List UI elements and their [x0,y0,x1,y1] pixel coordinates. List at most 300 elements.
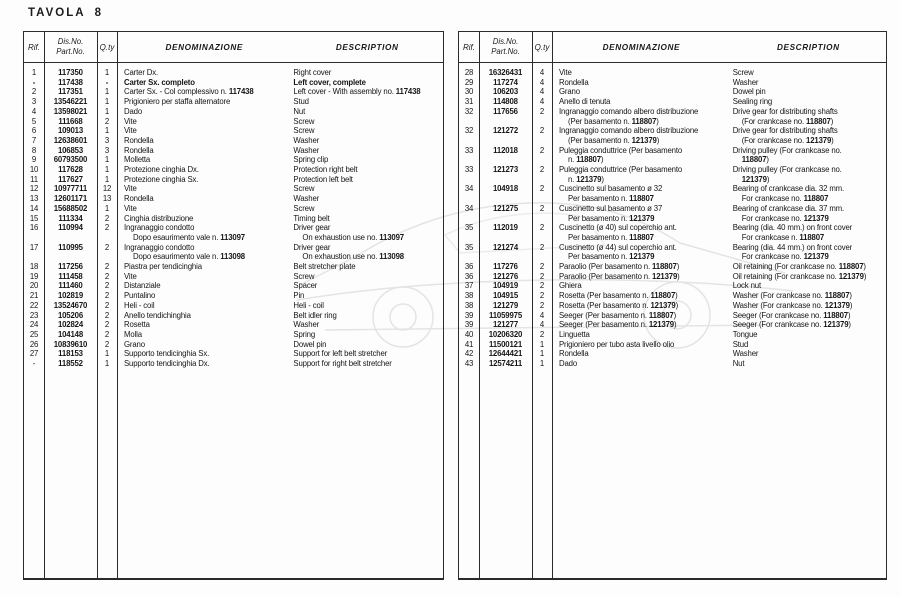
ref-cell [24,359,44,369]
part-number-cell [44,301,97,311]
part-number-cell [44,281,97,291]
ref-cell [24,340,44,350]
text-cell [552,330,886,340]
column-header-qty: Q.ty [534,42,550,52]
text-line: Spring clip [293,155,329,165]
ref-cell [459,320,479,330]
part-number-cell [44,349,97,359]
text-line: 12 [102,184,112,194]
text-line: Nut [293,106,306,116]
text-cell [117,175,443,185]
text-line: 2 [104,213,110,223]
text-cell [117,330,443,340]
ref-cell [24,194,44,204]
ref-cell [24,146,44,156]
denominazione-cell [552,349,731,359]
description-cell [291,165,443,175]
ref-cell [459,146,479,156]
text-line: 12638601 [53,135,88,145]
part-number-cell [44,107,97,117]
text-line: 15688502 [53,203,88,213]
text-line: 14 [29,203,39,213]
part-number-cell [479,204,532,214]
description-cell [291,330,443,340]
text-line: Ingranaggio comando albero distribuzione [559,106,699,116]
text-line: 121273 [492,165,519,175]
text-line: 1 [539,359,545,369]
ref-cell [459,126,479,136]
qty-cell [97,68,117,78]
text-cell [117,87,443,97]
text-cell [117,117,443,127]
description-cell [291,136,443,146]
part-number-cell [479,272,532,282]
text-line: 1 [104,203,110,213]
part-number-cell [44,165,97,175]
text-line: 2 [104,223,110,233]
part-number-cell [44,340,97,350]
denominazione-cell [117,214,291,224]
qty-cell [97,320,117,330]
table-row [459,349,886,359]
text-line: 43 [464,359,474,369]
description-cell [731,146,886,165]
text-line: 4 [31,106,37,116]
table-row [459,281,886,291]
text-line: Washer [732,77,759,87]
text-line: Rosetta (Per basamento n. 118807) [559,291,678,301]
text-line: 35 [464,242,474,252]
denominazione-cell [117,204,291,214]
text-line: Dowel pin [732,87,766,97]
text-line: Lock nut [732,281,761,291]
text-line: Seeger (For crankcase no. 121379) [732,320,851,330]
table-row [24,330,443,340]
denominazione-cell [552,272,731,282]
text-line: Anello di tenuta [559,97,611,107]
text-line: 1 [539,339,545,349]
qty-cell [532,126,552,136]
table-row [459,146,886,165]
text-line: 36 [464,271,474,281]
text-line: For crankcase no. 118807 [741,194,829,204]
text-line: 27 [29,349,39,359]
table-row [24,136,443,146]
text-line: 33 [464,165,474,175]
text-cell [117,68,443,78]
description-cell [731,291,886,301]
part-number-cell [44,117,97,127]
text-line: Washer [293,145,320,155]
text-line: 32 [464,106,474,116]
description-cell [731,311,886,321]
table-row [459,126,886,145]
text-cell [552,126,886,145]
ref-cell [24,262,44,272]
text-line: 31 [464,97,474,107]
text-line: 118807) [741,155,769,165]
denominazione-cell [117,136,291,146]
text-line: Ingranaggio condotto [124,242,195,252]
part-number-cell [44,320,97,330]
text-line: 16326431 [488,68,523,77]
text-line: 111334 [58,213,83,223]
text-line: Stud [293,97,309,107]
text-line: 13 [29,194,39,204]
text-line: Bearing (dia. 44 mm.) on front cover [732,242,853,252]
text-line: Right cover [293,68,332,77]
text-line: 2 [104,242,110,252]
page-title-label: TAVOLA [28,7,86,19]
ref-cell [459,349,479,359]
text-line: Rosetta [124,320,150,330]
ref-cell [459,330,479,340]
text-line: 112019 [493,223,518,233]
text-cell [552,272,886,282]
ref-cell [459,359,479,369]
qty-cell [532,97,552,107]
qty-cell [532,184,552,194]
text-cell [552,107,886,126]
denominazione-cell [117,126,291,136]
table-row [24,320,443,330]
text-line: 112018 [493,145,518,155]
text-line: 11500121 [488,339,523,349]
text-line: 121277 [492,320,519,330]
table-row [24,175,443,185]
text-line: Dado [124,106,143,116]
table-row [459,301,886,311]
column-header-wide [552,32,886,62]
text-line: Support for left belt stretcher [293,349,388,359]
text-line: Supporto tendicinghia Dx. [124,359,210,369]
text-cell [117,243,443,262]
text-line: 39 [464,320,474,330]
text-line: Puntalino [124,291,156,301]
text-line: 36 [464,262,474,272]
text-line: 16 [29,223,39,233]
text-cell [117,301,443,311]
part-number-cell [44,204,97,214]
text-line: Washer [293,320,320,330]
table-row [24,146,443,156]
description-cell [291,117,443,127]
qty-cell [532,68,552,78]
text-line: Left cover, complete [293,77,366,87]
qty-cell [97,87,117,97]
denominazione-cell [117,243,291,262]
part-number-cell [479,97,532,107]
text-line: 2 [104,339,110,349]
text-line: Belt idler ring [293,310,337,320]
qty-cell [532,223,552,233]
ref-cell [24,87,44,97]
text-line: Washer [293,135,320,145]
text-cell [552,243,886,262]
text-line: 4 [539,97,545,107]
part-number-cell [44,330,97,340]
denominazione-cell [117,87,291,97]
text-line: 104919 [492,281,519,291]
qty-cell [532,107,552,117]
text-cell [552,184,886,203]
text-line: 24 [29,320,39,330]
description-cell [291,340,443,350]
part-number-cell [479,320,532,330]
qty-cell [97,301,117,311]
denominazione-cell [552,87,731,97]
ref-cell [24,97,44,107]
text-line: Nut [732,359,745,369]
text-line: 117351 [58,87,83,97]
text-line: 1 [104,87,110,97]
text-line: 110994 [58,223,83,233]
part-number-cell [44,87,97,97]
qty-cell [97,126,117,136]
part-number-cell [44,184,97,194]
denominazione-cell [117,78,291,88]
description-cell [731,320,886,330]
text-line: Screw [732,68,754,77]
table-row [459,340,886,350]
text-line: 4 [539,87,545,97]
text-line: Ingranaggio condotto [124,223,195,233]
part-number-cell [479,146,532,156]
text-line: Tongue [732,329,758,339]
text-line: 7 [31,135,37,145]
text-line: Drive gear for distributing shafts [732,106,838,116]
text-line: 3 [31,97,37,107]
qty-cell [97,136,117,146]
table-row [24,87,443,97]
part-number-cell [479,262,532,272]
table-row [459,320,886,330]
text-cell [552,340,886,350]
text-line: 23 [29,310,39,320]
denominazione-cell [117,340,291,350]
description-cell [291,243,443,262]
text-line: Vite [124,271,137,281]
text-cell [117,262,443,272]
text-line: 2 [104,262,110,272]
text-cell [117,291,443,301]
denominazione-cell [117,311,291,321]
description-cell [291,78,443,88]
description-cell [731,184,886,203]
text-line: 2 [539,300,545,310]
text-line: Ingranaggio comando albero distribuzione [559,126,699,136]
qty-cell [97,165,117,175]
text-line: 2 [104,116,110,126]
ref-cell [24,78,44,88]
qty-cell [532,301,552,311]
column-divider [97,32,98,578]
text-line: 2 [539,271,545,281]
column-header-disno-line1: Dis.No. [57,37,84,46]
part-number-cell [479,68,532,78]
description-cell [291,204,443,214]
parts-table-left [23,31,444,580]
qty-cell [532,311,552,321]
table-row [24,349,443,359]
text-line: Dowel pin [293,339,327,349]
qty-cell [97,78,117,88]
description-cell [291,281,443,291]
qty-cell [97,272,117,282]
text-line: Piastra per tendicinghia [124,262,202,272]
table-row [24,214,443,224]
text-line: 22 [29,300,39,310]
table-row [24,68,443,78]
column-header-denominazione: DENOMINAZIONE [602,42,681,52]
table-row [459,184,886,203]
text-line: Per basamento n. 121379 [568,252,655,262]
text-line: 35 [464,223,474,233]
text-line: Vite [124,116,137,126]
text-line: 12644421 [488,349,523,359]
description-cell [291,214,443,224]
description-cell [291,175,443,185]
text-line: 2 [539,329,545,339]
text-line: Grano [559,87,580,97]
text-line: 105206 [57,310,84,320]
ref-cell [459,291,479,301]
text-line: 104915 [492,291,519,301]
text-line: 121279 [492,300,519,310]
text-line: Puleggia conduttrice (Per basamento [559,165,683,175]
text-line: 2 [104,329,110,339]
text-cell [552,311,886,321]
description-cell [291,223,443,242]
text-line: Distanziale [124,281,161,291]
text-cell [552,68,886,78]
denominazione-cell [552,107,731,126]
text-line: 109013 [57,126,84,136]
denominazione-cell [552,262,731,272]
text-line: 32 [464,126,474,136]
ref-cell [24,243,44,253]
text-line: Carter Dx. [124,68,159,77]
ref-cell [24,184,44,194]
text-line: 1 [31,68,37,77]
description-cell [731,262,886,272]
text-cell [117,155,443,165]
column-header-wide [117,32,443,62]
ref-cell [24,311,44,321]
description-cell [291,359,443,369]
text-line: 11059975 [488,310,523,320]
text-cell [552,349,886,359]
text-cell [117,136,443,146]
table-header [459,32,886,63]
description-cell [731,165,886,184]
table-row [459,204,886,223]
denominazione-cell [552,184,731,203]
text-cell [117,311,443,321]
denominazione-cell [552,78,731,88]
table-row [459,272,886,282]
part-number-cell [479,291,532,301]
text-line: Seeger (Per basamento n. 118807) [559,310,677,320]
description-cell [731,281,886,291]
denominazione-cell [117,262,291,272]
text-line: 41 [464,339,474,349]
text-line: 42 [464,349,474,359]
text-line: Protection right belt [293,165,358,175]
ref-cell [459,223,479,233]
ref-cell [459,301,479,311]
description-cell [731,243,886,262]
table-row [24,97,443,107]
qty-cell [97,340,117,350]
part-number-cell [479,165,532,175]
qty-cell [532,349,552,359]
text-cell [117,146,443,156]
text-line: 29 [464,77,474,87]
text-line: Molla [124,329,142,339]
text-line: Linguetta [559,329,590,339]
text-line: 117256 [58,262,83,272]
ref-cell [459,184,479,194]
qty-cell [97,204,117,214]
text-line: Prigioniero per staffa alternatore [124,97,231,107]
text-line: 2 [539,145,545,155]
text-line: 3 [104,135,110,145]
qty-cell [97,214,117,224]
text-line: Spring [293,329,316,339]
table-row [24,281,443,291]
text-line: Ghiera [559,281,582,291]
text-line: 13524670 [53,300,88,310]
qty-cell [97,146,117,156]
qty-cell [532,281,552,291]
denominazione-cell [117,291,291,301]
table-row [459,223,886,242]
table-row [24,272,443,282]
text-line: 110995 [58,242,83,252]
table-body-left [24,63,443,578]
denominazione-cell [117,281,291,291]
text-line: 2 [539,242,545,252]
text-line: 2 [539,106,545,116]
part-number-cell [479,311,532,321]
denominazione-cell [552,165,731,184]
part-number-cell [44,359,97,369]
table-row [24,262,443,272]
qty-cell [532,78,552,88]
text-line: Paraolio (Per basamento n. 118807) [559,262,680,272]
text-line: 2 [104,281,110,291]
denominazione-cell [552,301,731,311]
text-line: 102819 [57,291,84,301]
qty-cell [97,281,117,291]
ref-cell [459,262,479,272]
ref-cell [24,107,44,117]
text-line: Oil retaining (For crankcase no. 118807) [732,262,866,272]
denominazione-cell [117,165,291,175]
text-line: 117274 [493,77,518,87]
text-cell [117,126,443,136]
table-row [459,311,886,321]
description-cell [291,155,443,165]
column-header-disno-line1: Dis.No. [492,37,519,46]
text-line: Rondella [124,194,154,204]
text-line: 26 [29,339,39,349]
text-line: Heli - coil [124,300,155,310]
column-header-rif: Rif. [28,42,40,52]
description-cell [731,272,886,282]
part-number-cell [44,175,97,185]
